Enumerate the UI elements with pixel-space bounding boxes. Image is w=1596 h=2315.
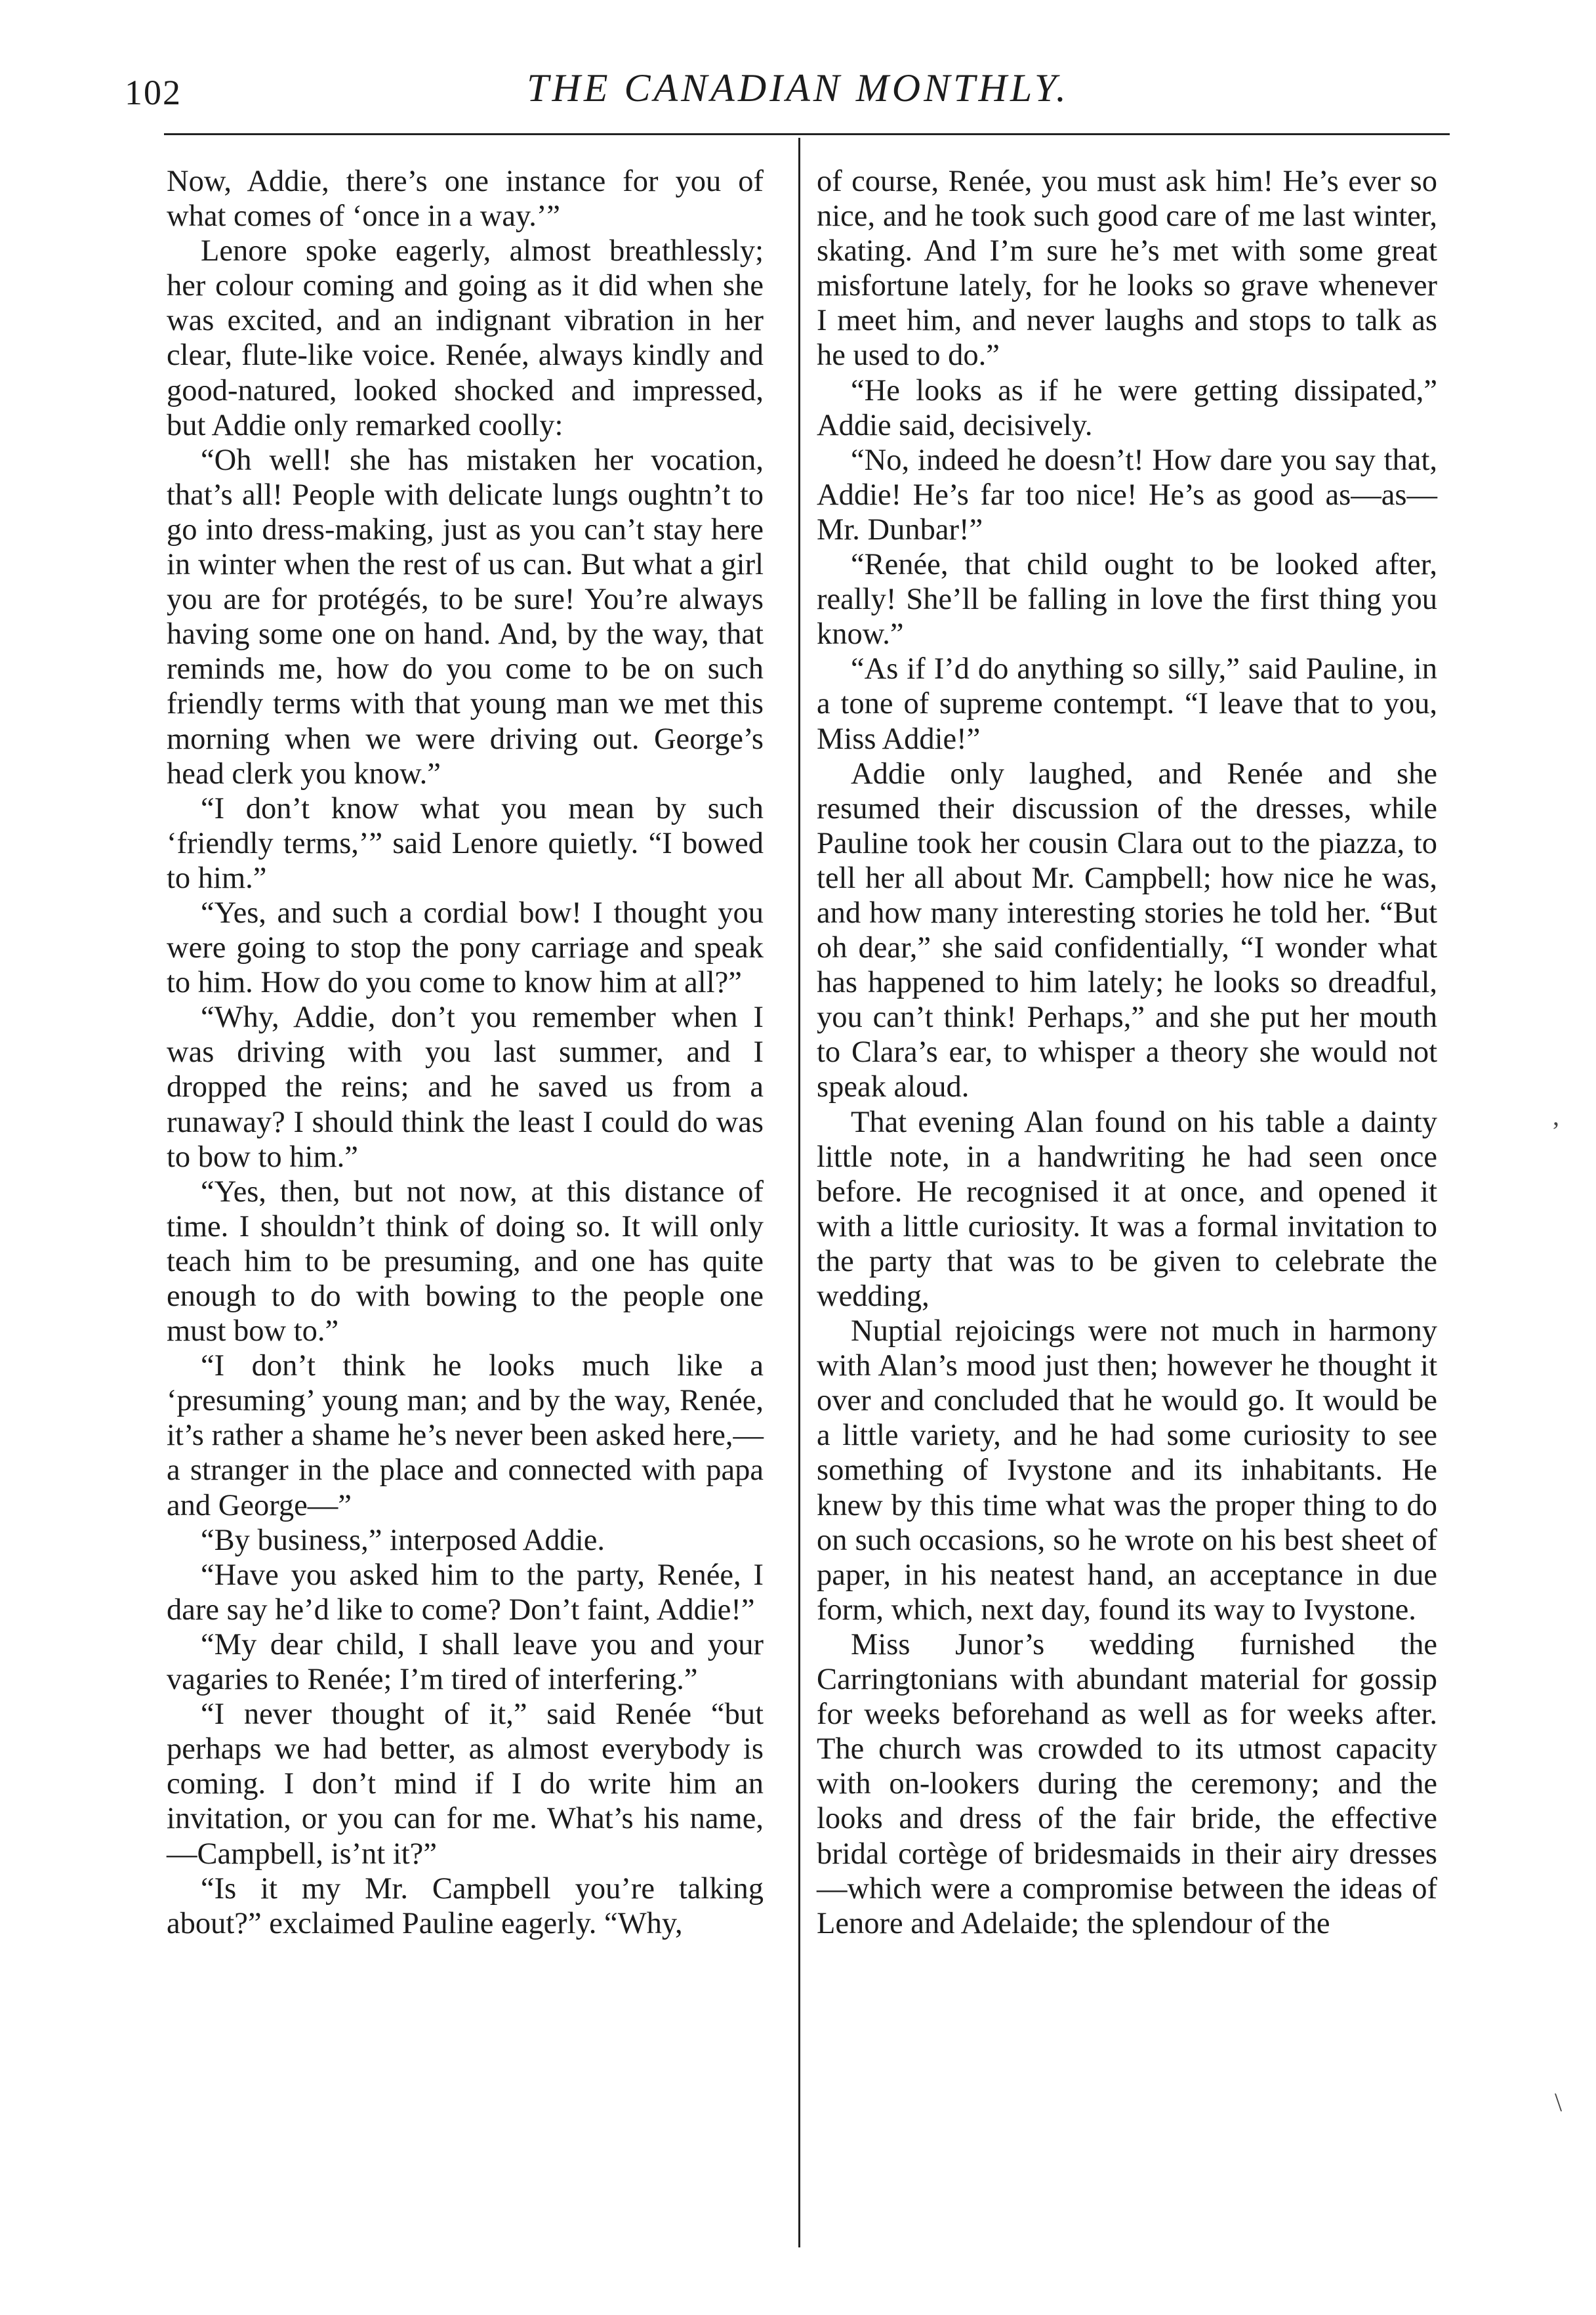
paragraph: “No, indeed he doesn’t! How dare you say that, Addie! He’s far too nice! He’s as good as—as—Mr. Dunbar!” [817, 443, 1437, 547]
paragraph: Lenore spoke eagerly, almost breathlessly; her colour coming and going as it did when she was excited, and an indignant vibration in her clear, flute-like voice. Renée, always kindly and good-natured, looked shocked and impressed, but Addie only remarked coolly: [167, 234, 764, 442]
paragraph: That evening Alan found on his table a dainty little note, in a handwriting he had seen once before. He recognised it at once, and opened it with a little curiosity. It was a formal invitation to the party that was to be given to celebrate the wedding, [817, 1105, 1437, 1313]
right-column [817, 164, 1437, 1941]
paragraph: “As if I’d do anything so silly,” said Pauline, in a tone of supreme contempt. “I leave that to you, Miss Addie!” [817, 652, 1437, 756]
column-divider [798, 138, 800, 2247]
paragraph: “Yes, and such a cordial bow! I thought you were going to stop the pony carriage and speak to him. How do you come to know him at all?” [167, 896, 764, 1000]
paragraph: Now, Addie, there’s one instance for you of what comes of ‘once in a way.’” [167, 165, 764, 234]
paragraph: “I don’t know what you mean by such ‘friendly terms,’” said Lenore quietly. “I bowed to him.” [167, 791, 764, 895]
paragraph: “He looks as if he were getting dissipated,” Addie said, decisively. [817, 373, 1437, 442]
paragraph: Addie only laughed, and Renée and she resumed their discussion of the dresses, while Pauline took her cousin Clara out to the piazza, to tell her all about Mr. Campbell; how nice he was, and how many interesting stories he told her. “But oh dear,” she said confidentially, “I wonder what has happened to him lately; he looks so dreadful, you can’t think! Perhaps,” and she put her mouth to Clara’s ear, to whisper a theory she would not speak aloud. [817, 757, 1437, 1104]
paragraph: Miss Junor’s wedding furnished the Carringtonians with abundant material for gossip for weeks beforehand as well as for weeks after. The church was crowded to its utmost capacity with on-lookers during the ceremony; and the looks and dress of the fair bride, the effective bridal cortège of bridesmaids in their airy dresses—which were a compromise between the ideas of Lenore and Adelaide; the splendour of the [817, 1627, 1437, 1940]
paragraph: of course, Renée, you must ask him! He’s ever so nice, and he took such good care of me last winter, skating. And I’m sure he’s met with some great misfortune lately, for he looks so grave whenever I meet him, and never laughs and stops to talk as he used to do.” [817, 165, 1437, 373]
running-head: THE CANADIAN MONTHLY. [527, 66, 1069, 110]
paragraph: “Is it my Mr. Campbell you’re talking about?” exclaimed Pauline eagerly. “Why, [167, 1871, 764, 1940]
paragraph: “Yes, then, but not now, at this distance of time. I shouldn’t think of doing so. It will only teach him to be presuming, and one has quite enough to do with bowing to the people one must bow to.” [167, 1175, 764, 1348]
paragraph: “I never thought of it,” said Renée “but perhaps we had better, as almost everybody is coming. I don’t mind if I do write him an invitation, or you can for me. What’s his name,—Campbell, is’nt it?” [167, 1698, 764, 1871]
paragraph: “Why, Addie, don’t you remember when I was driving with you last summer, and I dropped the reins; and he saved us from a runaway? I should think the least I could do was to bow to him.” [167, 1001, 764, 1174]
left-column [167, 164, 764, 1941]
page-number: 102 [125, 73, 182, 112]
paragraph: “I don’t think he looks much like a ‘presuming’ young man; and by the way, Renée, it’s rather a shame he’s never been asked here,—a stranger in the place and connected with papa and George—” [167, 1349, 764, 1522]
paragraph: “My dear child, I shall leave you and your vagaries to Renée; I’m tired of interfering.” [167, 1627, 764, 1697]
paragraph: “Renée, that child ought to be looked after, really! She’ll be falling in love the first thing you know.” [817, 548, 1437, 652]
header-rule [164, 133, 1450, 135]
paragraph: “By business,” interposed Addie. [201, 1523, 605, 1557]
paragraph: “Have you asked him to the party, Renée, I dare say he’d like to come? Don’t faint, Addie!” [167, 1558, 764, 1627]
paragraph: “Oh well! she has mistaken her vocation, that’s all! People with delicate lungs oughtn’t to go into dress-making, just as you can’t stay here in winter when the rest of us can. But what a girl you are for protégés, to be sure! You’re always having some one on hand. And, by the way, that reminds me, how do you come to be on such friendly terms with that young man we met this morning when we were driving out. George’s head clerk you know.” [167, 443, 764, 791]
margin-mark: ’ [1551, 1116, 1561, 1146]
margin-mark: \ [1555, 2087, 1563, 2117]
paragraph: Nuptial rejoicings were not much in harmony with Alan’s mood just then; however he thought it over and concluded that he would go. It would be a little variety, and he had some curiosity to see something of Ivystone and its inhabitants. He knew by this time what was the proper thing to do on such occasions, so he wrote on his best sheet of paper, in his neatest hand, an acceptance in due form, which, next day, found its way to Ivystone. [817, 1314, 1437, 1627]
